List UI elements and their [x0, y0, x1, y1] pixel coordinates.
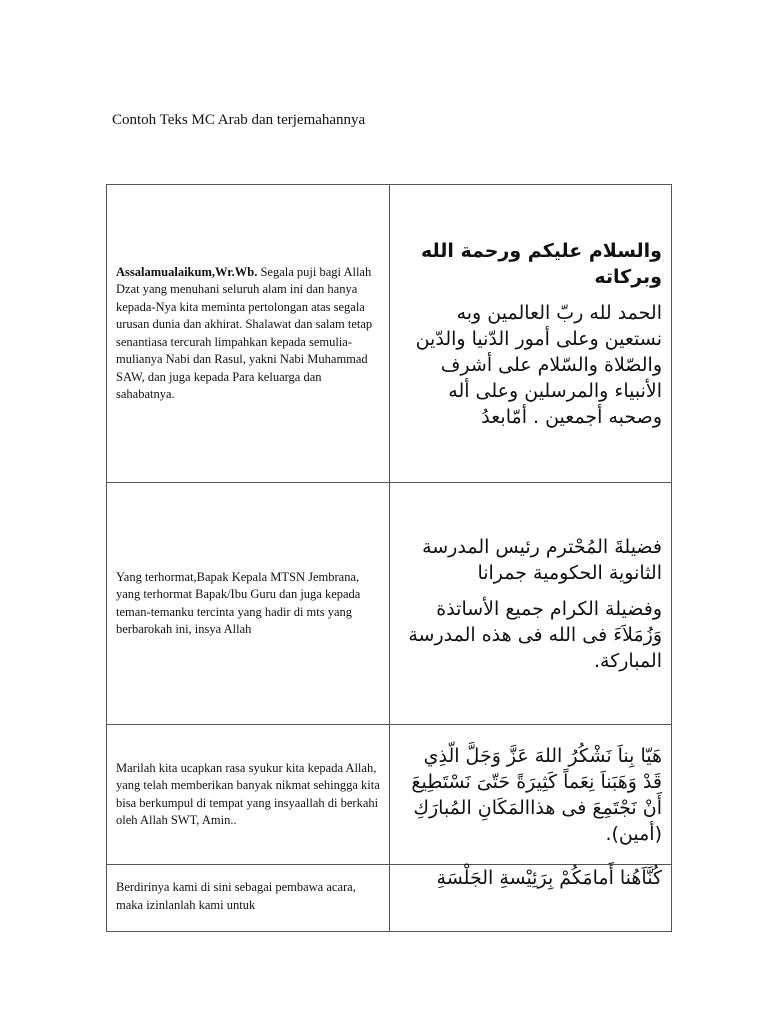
indonesian-cell: [107, 725, 390, 865]
arabic-cell: [390, 865, 672, 932]
table-row: [107, 725, 672, 865]
indonesian-cell: [107, 865, 390, 932]
arabic-greeting: والسلام عليكم ورحمة الله وبركاته: [420, 239, 662, 288]
table-row: [107, 185, 672, 483]
arabic-text: فضيلةَ المُحْترم رئيس المدرسة الثانوية الحكومية جمرانا: [422, 535, 662, 584]
indonesian-cell: [107, 483, 390, 725]
arabic-text: هَيّا بِناَ نَشْكُرُ اللهَ عَزَّ وَجَلَّ الّذِي قَدْ وَهَبَناَ نِعَماً كَثِيرَةً حَتّىَ نَسْتَطِيعَ أَنْ نَجْتَمِعَ فى هذاالمَكَانِ المُبارَكِ (أمين).: [411, 744, 662, 845]
document-title: Contoh Teks MC Arab dan terjemahannya: [112, 112, 366, 128]
table-row: [107, 865, 672, 932]
table-row: [107, 483, 672, 725]
arabic-cell: [390, 185, 672, 483]
mc-text-table: [106, 184, 672, 932]
arabic-cell: [390, 725, 672, 865]
indonesian-text: Berdirinya kami di sini sebagai pembawa acara, maka izinlanlah kami untuk: [116, 880, 356, 912]
indonesian-text: Segala puji bagi Allah Dzat yang menuhani seluruh alam ini dan hanya kepada-Nya kita meminta pertolongan atas segala urusan dunia dan akhirat. Shalawat dan salam tetap senantiasa tercurah limpahkan kepada semulia-mulianya Nabi dan Rasul, yakni Nabi Muhammad SAW, dan juga kepada Para keluarga dan sahabatnya.: [116, 264, 373, 401]
arabic-text: الحمد لله ربّ العالمين وبه نستعين وعلى أمور الدّنيا والدّين والصّلاة والسّلام على أشرف الأنبياء والمرسلين وعلى أله وصحبه أجمعين . أمّابعدُ: [415, 301, 662, 428]
indonesian-text: Yang terhormat,Bapak Kepala MTSN Jembrana, yang terhormat Bapak/Ibu Guru dan juga kepada teman-temanku tercinta yang hadir di mts yang berbarokah ini, insya Allah: [116, 569, 361, 636]
greeting-text: Assalamualaikum,Wr.Wb.: [116, 264, 258, 279]
arabic-text: وفضيلة الكرام جميع الأساتذة وَزُمَلاَءَ فى الله فى هذه المدرسة المباركة.: [408, 597, 662, 672]
arabic-text: كُنَّاَهُنا أَمامَكُمْ بِرَئِيْسةِ الجَلْسَةِ: [436, 867, 662, 889]
indonesian-text: Marilah kita ucapkan rasa syukur kita kepada Allah, yang telah memberikan banyak nikmat sehingga kita bisa berkumpul di tempat yang insyaallah di berkahi oleh Allah SWT, Amin..: [116, 760, 380, 827]
indonesian-cell: [107, 185, 390, 483]
arabic-cell: [390, 483, 672, 725]
